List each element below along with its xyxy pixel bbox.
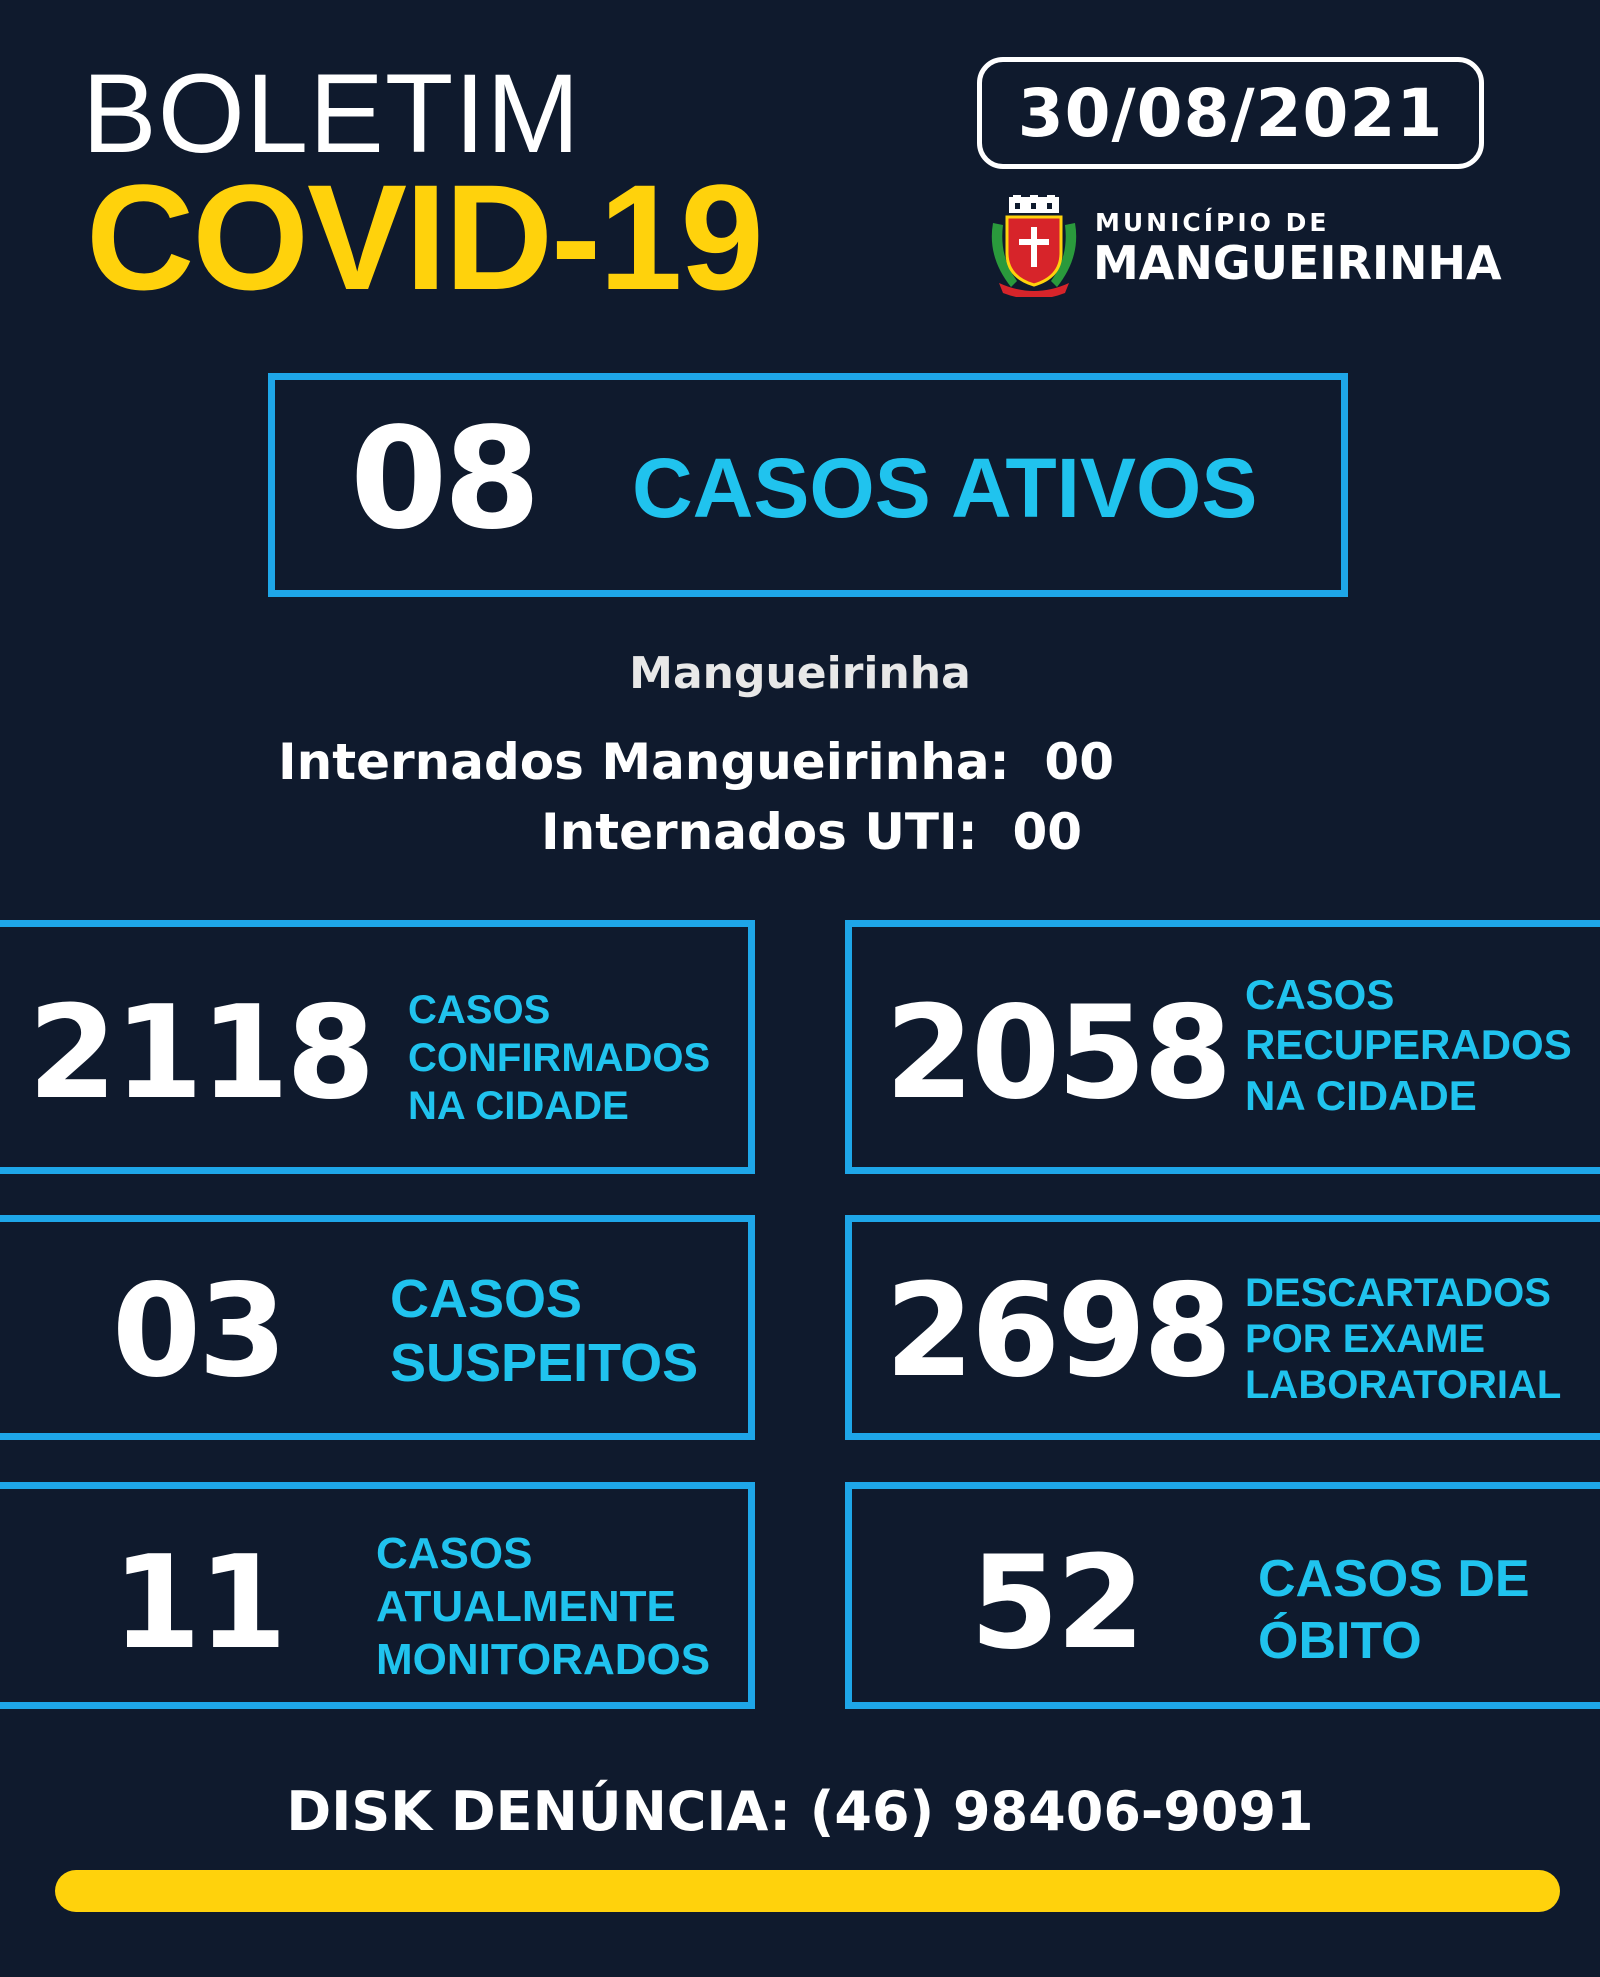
municipality-name: MANGUEIRINHA [1093,236,1502,290]
suspected-cases-label [390,1268,698,1395]
suspected-label-line: CASOS [390,1269,583,1329]
confirmed-cases-label [408,986,710,1130]
date-badge [977,57,1484,169]
recovered-cases-value: 2058 [885,979,1230,1128]
confirmed-label-line: CONFIRMADOS [408,1036,711,1080]
recovered-label-line: RECUPERADOS [1245,1021,1572,1069]
suspected-label-line: SUSPEITOS [390,1332,699,1393]
icu-row [541,803,1082,861]
hospitalized-value: 00 [1044,733,1114,791]
report-hotline: DISK DENÚNCIA: (46) 98406-9091 [286,1780,1314,1843]
monitored-cases-value: 11 [112,1529,285,1678]
municipal-coat-of-arms-icon [985,195,1083,297]
monitored-label-line: CASOS [376,1529,533,1578]
icu-label: Internados UTI: [541,803,978,861]
recovered-label-line: CASOS [1245,971,1395,1018]
monitored-label-line: ATUALMENTE [376,1581,676,1631]
active-cases-value: 08 [350,398,537,561]
confirmed-cases-value: 2118 [28,979,373,1128]
discarded-label-line: DESCARTADOS [1245,1271,1551,1315]
footer-yellow-bar [55,1870,1560,1912]
recovered-label-line: NA CIDADE [1245,1071,1477,1119]
death-cases-label [1258,1548,1530,1673]
hospitalized-label: Internados Mangueirinha: [278,733,1010,791]
bulletin-title: BOLETIM [82,51,581,176]
deaths-label-line: CASOS DE [1258,1550,1530,1608]
discarded-label-line: POR EXAME [1245,1317,1486,1361]
hospitalized-row [278,733,1114,791]
discarded-label-line: LABORATORIAL [1245,1363,1562,1407]
monitored-cases-label [376,1528,710,1686]
city-name: Mangueirinha [629,648,971,699]
municipality-prefix: MUNICÍPIO DE [1095,208,1330,237]
bulletin-date: 30/08/2021 [1017,74,1444,152]
discarded-cases-label [1245,1270,1561,1408]
monitored-label-line: MONITORADOS [376,1634,711,1684]
active-cases-label: CASOS ATIVOS [632,441,1258,535]
covid-title: COVID-19 [86,153,762,321]
confirmed-label-line: NA CIDADE [408,1084,629,1128]
discarded-cases-value: 2698 [885,1257,1230,1406]
deaths-label-line: ÓBITO [1258,1612,1422,1671]
recovered-cases-label [1245,970,1572,1121]
suspected-cases-value: 03 [112,1257,285,1406]
death-cases-value: 52 [970,1529,1143,1678]
confirmed-label-line: CASOS [408,988,551,1032]
icu-value: 00 [1012,803,1083,861]
